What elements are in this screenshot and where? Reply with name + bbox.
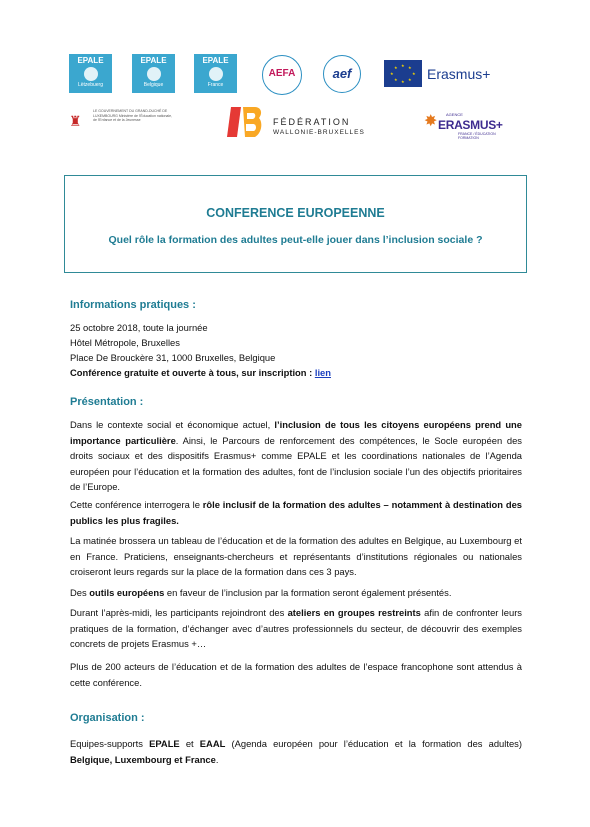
infos-registration: Conférence gratuite et ouverte à tous, sur inscription : lien: [70, 367, 331, 378]
presentation-paragraph-1: Dans le contexte social et économique actuel, l’inclusion de tous les citoyens européens prend une importance particulière. Ainsi, le Parcours de renforcement des compétences, le Socle européen des droits sociaux et des dispositifs Erasmus+ comme EPALE et les coordinations nationales de l’Agenda européen pour l’éducation et la formation des adultes, font de l’inclusion sociale l’un des objectifs prioritaires de l’Europe.: [70, 419, 523, 492]
presentation-paragraph-6: Plus de 200 acteurs de l’éducation et de la formation des adultes de l’espace francophone sont attendus à cette conférence.: [70, 661, 522, 688]
presentation-paragraph-5: Durant l’après-midi, les participants rejoindront des ateliers en groupes restreints afin de confronter leurs pratiques de la formation, d’échanger avec d’autres professionnels du secteur, de découvrir des exemples concrets de projets Erasmus +…: [70, 607, 522, 649]
page-subtitle: Quel rôle la formation des adultes peut-elle jouer dans l’inclusion sociale ?: [108, 234, 483, 246]
presentation-paragraph-4: Des outils européens en faveur de l’inclusion par la formation seront également présentés.: [70, 587, 452, 598]
infos-address: Place De Brouckère 31, 1000 Bruxelles, Belgique: [70, 352, 276, 363]
aef-logo: aef: [323, 55, 361, 93]
infos-heading: Informations pratiques :: [70, 299, 196, 311]
erasmus-plus-logo: Erasmus+: [427, 66, 491, 82]
agence-erasmus-france-logo: ✸ AGENCE ERASMUS+ FRANCE / ÉDUCATION FORMATION: [424, 112, 503, 140]
registration-link[interactable]: lien: [314, 367, 331, 378]
epale-belgique-logo: EPALE Belgique: [132, 54, 175, 93]
infos-date: 25 octobre 2018, toute la journée: [70, 322, 208, 333]
lion-icon: ♜: [69, 113, 82, 129]
organisation-paragraph: Equipes-supports EPALE et EAAL (Agenda européen pour l’éducation et la formation des adultes) Belgique, Luxembourg et France.: [70, 738, 522, 765]
epale-france-logo: EPALE France: [194, 54, 237, 93]
federation-wallonie-bruxelles-logo: FÉDÉRATION WALLONIE-BRUXELLES: [225, 103, 375, 143]
star-icon: ✸: [424, 113, 438, 130]
fwb-mark-icon: [225, 103, 265, 141]
luxembourg-government-logo: ♜ LE GOUVERNEMENT DU GRAND-DUCHÉ DE LUXEMBOURG Ministère de l'Éducation nationale, de l'Enfance et de la Jeunesse: [69, 109, 173, 129]
person-icon: [147, 67, 161, 81]
eu-flag-icon: ★ ★ ★ ★ ★ ★ ★ ★: [384, 60, 422, 87]
presentation-paragraph-2: Cette conférence interrogera le rôle inclusif de la formation des adultes – notamment à destination des publics les plus fragiles.: [70, 499, 522, 526]
page-title: CONFERENCE EUROPEENNE: [206, 206, 385, 220]
person-icon: [84, 67, 98, 81]
conference-title-box: [64, 175, 527, 273]
epale-luxembourg-logo: EPALE Lëtzebuerg: [69, 54, 112, 93]
presentation-paragraph-3: La matinée brossera un tableau de l’éducation et de la formation des adultes en Belgique, au Luxembourg et en France. Praticiens, enseignants-chercheurs et représentants d’institutions régionales ou nationales croiseront leurs regards sur la place de la formation dans ces 3 pays.: [70, 535, 522, 577]
person-icon: [209, 67, 223, 81]
presentation-heading: Présentation :: [70, 396, 144, 408]
infos-venue: Hôtel Métropole, Bruxelles: [70, 337, 180, 348]
organisation-heading: Organisation :: [70, 712, 145, 724]
aefa-logo: AEFA: [262, 55, 302, 95]
